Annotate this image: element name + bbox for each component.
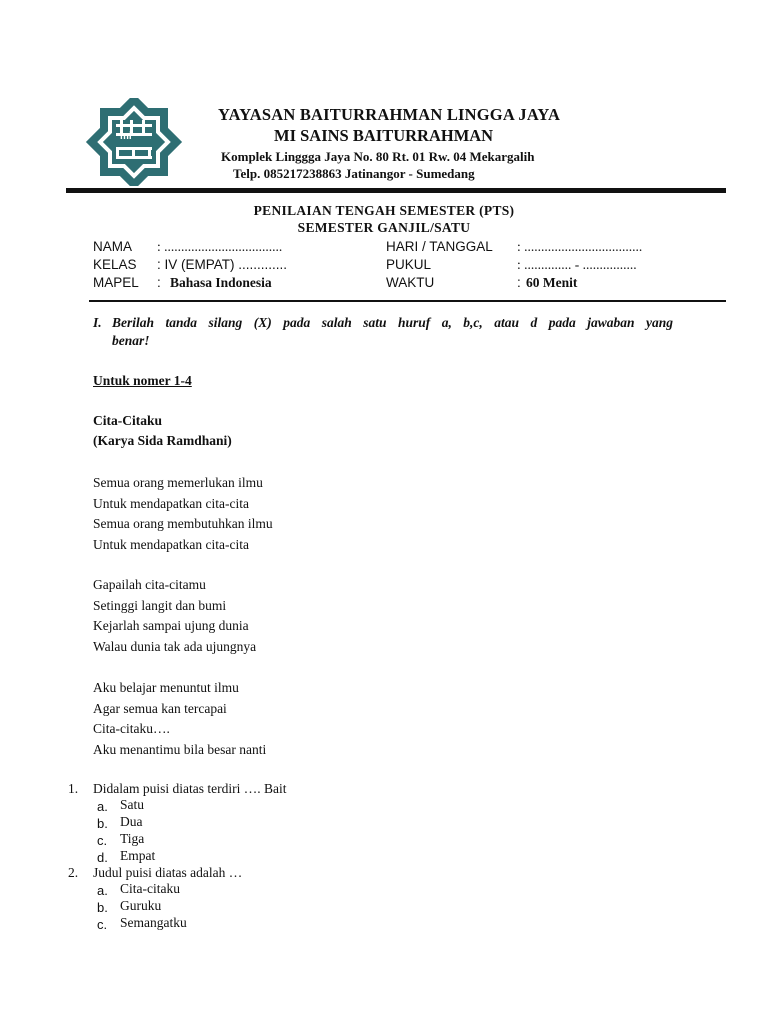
kelas-value: : IV (EMPAT) ............. [157,257,288,272]
q2-option-b-text: Guruku [120,898,162,913]
question-2-number: 2. [68,865,79,880]
question-2-text: Judul puisi diatas adalah … [93,865,243,880]
section-label: Untuk nomer 1-4 [93,373,192,388]
poem-line: Agar semua kan tercapai [93,700,227,716]
school-logo [80,98,188,186]
poem-line: Walau dunia tak ada ujungnya [93,638,257,654]
waktu-value: 60 Menit [526,275,578,290]
q1-option-a-letter: a. [97,799,108,814]
q2-option-b-letter: b. [97,900,108,915]
poem-line: Gapailah cita-citamu [93,577,206,592]
question-1-number: 1. [68,781,79,796]
hari-label: HARI / TANGGAL [386,239,493,254]
q1-option-b-text: Dua [120,814,143,829]
poem-line: Setinggi langit dan bumi [93,597,227,613]
q1-option-b-letter: b. [97,816,108,831]
poem-line: Semua orang membutuhkan ilmu [93,516,273,531]
q2-option-c-text: Semangatku [120,915,187,930]
pukul-value: : .............. - ................ [517,257,637,272]
nama-label: NAMA [93,239,133,254]
school-phone: Telp. 085217238863 Jatinangor - Sumedang [233,166,475,181]
instruction-number: I. [93,315,102,330]
logo-star-icon [80,98,188,186]
poem-line: Kejarlah sampai ujung dunia [93,618,249,633]
mapel-colon: : [157,275,161,290]
pukul-label: PUKUL [386,257,432,272]
poem-line: Untuk mendapatkan cita-cita [93,495,249,511]
instruction-line-1: Berilah tanda silang (X) pada salah satu huruf a, b,c, atau d pada jawaban yang [112,315,673,330]
poem-stanza-2 [93,575,256,657]
waktu-colon: : [517,275,521,290]
header-divider [66,188,726,193]
nama-value: : ................................... [157,239,283,254]
mapel-label: MAPEL [93,275,139,290]
mapel-value: Bahasa Indonesia [170,275,272,290]
q2-option-c-letter: c. [97,917,108,932]
q1-option-c-text: Tiga [120,831,145,846]
foundation-name: YAYASAN BAITURRAHMAN LINGGA JAYA [218,105,561,124]
poem-line: Semua orang memerlukan ilmu [93,475,263,490]
q2-option-a-letter: a. [97,883,108,898]
poem-line: Cita-citaku…. [93,721,170,736]
q1-option-d-letter: d. [97,850,108,865]
info-divider [89,300,726,302]
kelas-label: KELAS [93,257,137,272]
waktu-label: WAKTU [386,275,435,290]
poem-line: Aku belajar menuntut ilmu [93,680,239,695]
school-address: Komplek Linggga Jaya No. 80 Rt. 01 Rw. 04 Mekargalih [221,149,535,164]
q1-option-d-text: Empat [120,848,156,863]
poem-line: Untuk mendapatkan cita-cita [93,536,249,552]
instruction-line-2: benar! [112,333,150,348]
q1-option-a-text: Satu [120,797,145,812]
poem-title: Cita-Citaku [93,413,163,428]
poem-stanza-3 [93,678,266,760]
hari-value: : ................................... [517,239,643,254]
poem-stanza-1 [93,473,273,555]
school-name: MI SAINS BAITURRAHMAN [274,126,494,145]
poem-author: (Karya Sida Ramdhani) [93,433,232,448]
q1-option-c-letter: c. [97,833,108,848]
poem-line: Aku menantimu bila besar nanti [93,741,267,757]
question-1-text: Didalam puisi diatas terdiri …. Bait [93,781,287,796]
q2-option-a-text: Cita-citaku [120,881,180,896]
exam-semester: SEMESTER GANJIL/SATU [297,220,471,235]
logo-mi-text: mi [120,131,132,142]
exam-title: PENILAIAN TENGAH SEMESTER (PTS) [253,203,515,218]
